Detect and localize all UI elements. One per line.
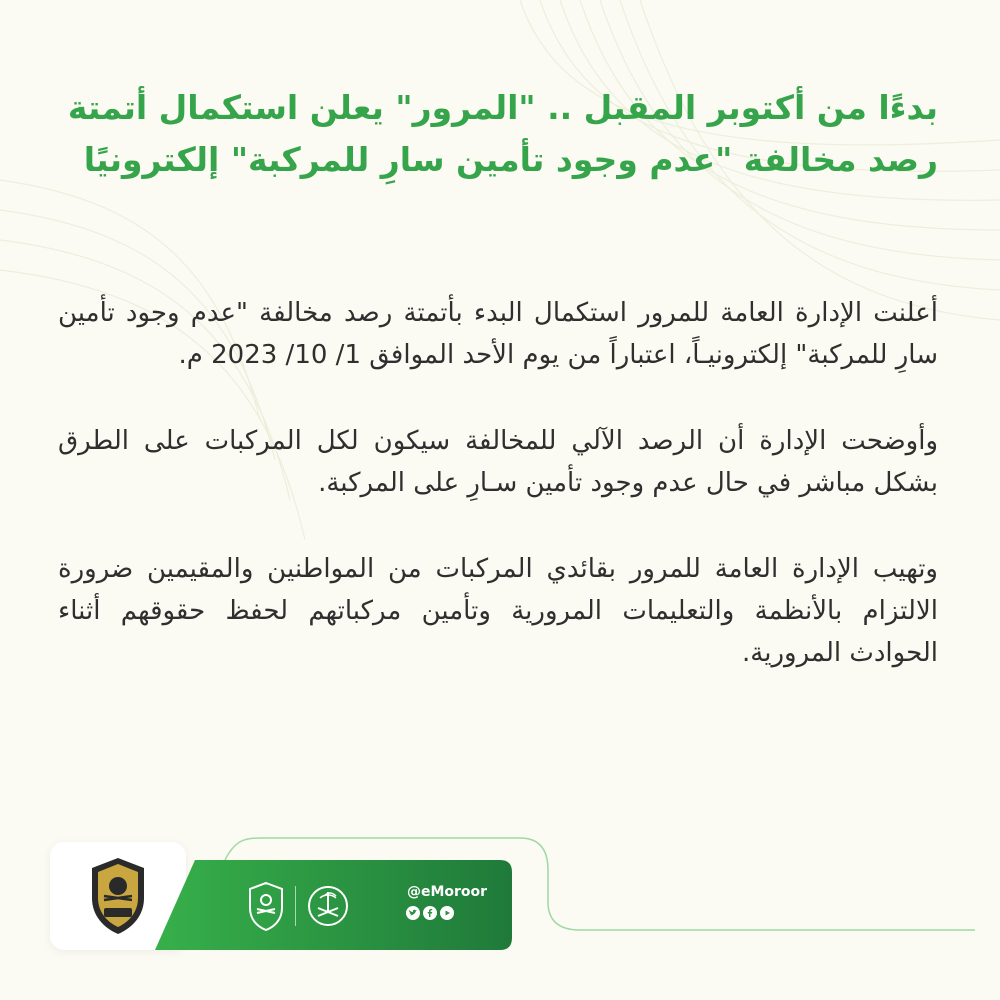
headline (38, 82, 938, 186)
footer (0, 830, 1000, 1000)
paragraph-2: وأوضحت الإدارة أن الرصد الآلي للمخالفة سيكون لكل المركبات على الطرق بشكل مباشر في حال عدم وجود تأمين سـارِ على المركبة. (58, 426, 938, 498)
facebook-icon[interactable] (423, 906, 437, 920)
article-body (58, 292, 938, 718)
youtube-icon[interactable] (440, 906, 454, 920)
paragraph-3: وتهيب الإدارة العامة للمرور بقائدي المركبات من المواطنين والمقيمين ضرورة الالتزام بالأنظمة والتعليمات المرورية وتأمين مركباتهم لحفظ حقوقهم أثناء الحوادث المرورية. (58, 554, 938, 668)
saudi-emblem-icon (306, 882, 350, 930)
social-icons (406, 906, 466, 922)
public-security-emblem-icon (244, 880, 288, 932)
social-handle[interactable]: @eMoroor (406, 884, 488, 900)
footer-divider (295, 886, 296, 926)
traffic-department-logo (74, 852, 162, 940)
headline-line-2: رصد مخالفة "عدم وجود تأمين سارِ للمركبة" إلكترونيًا (83, 140, 938, 179)
paragraph-1: أعلنت الإدارة العامة للمرور استكمال البدء بأتمتة رصد مخالفة "عدم وجود تأمين سارِ للمركبة" إلكترونيـاً، اعتباراً من يوم الأحد الموافق 1/ 10/ 2023 م. (58, 298, 938, 370)
headline-line-1: بدءًا من أكتوبر المقبل .. "المرور" يعلن استكمال أتمتة (67, 88, 938, 127)
twitter-icon[interactable] (406, 906, 420, 920)
